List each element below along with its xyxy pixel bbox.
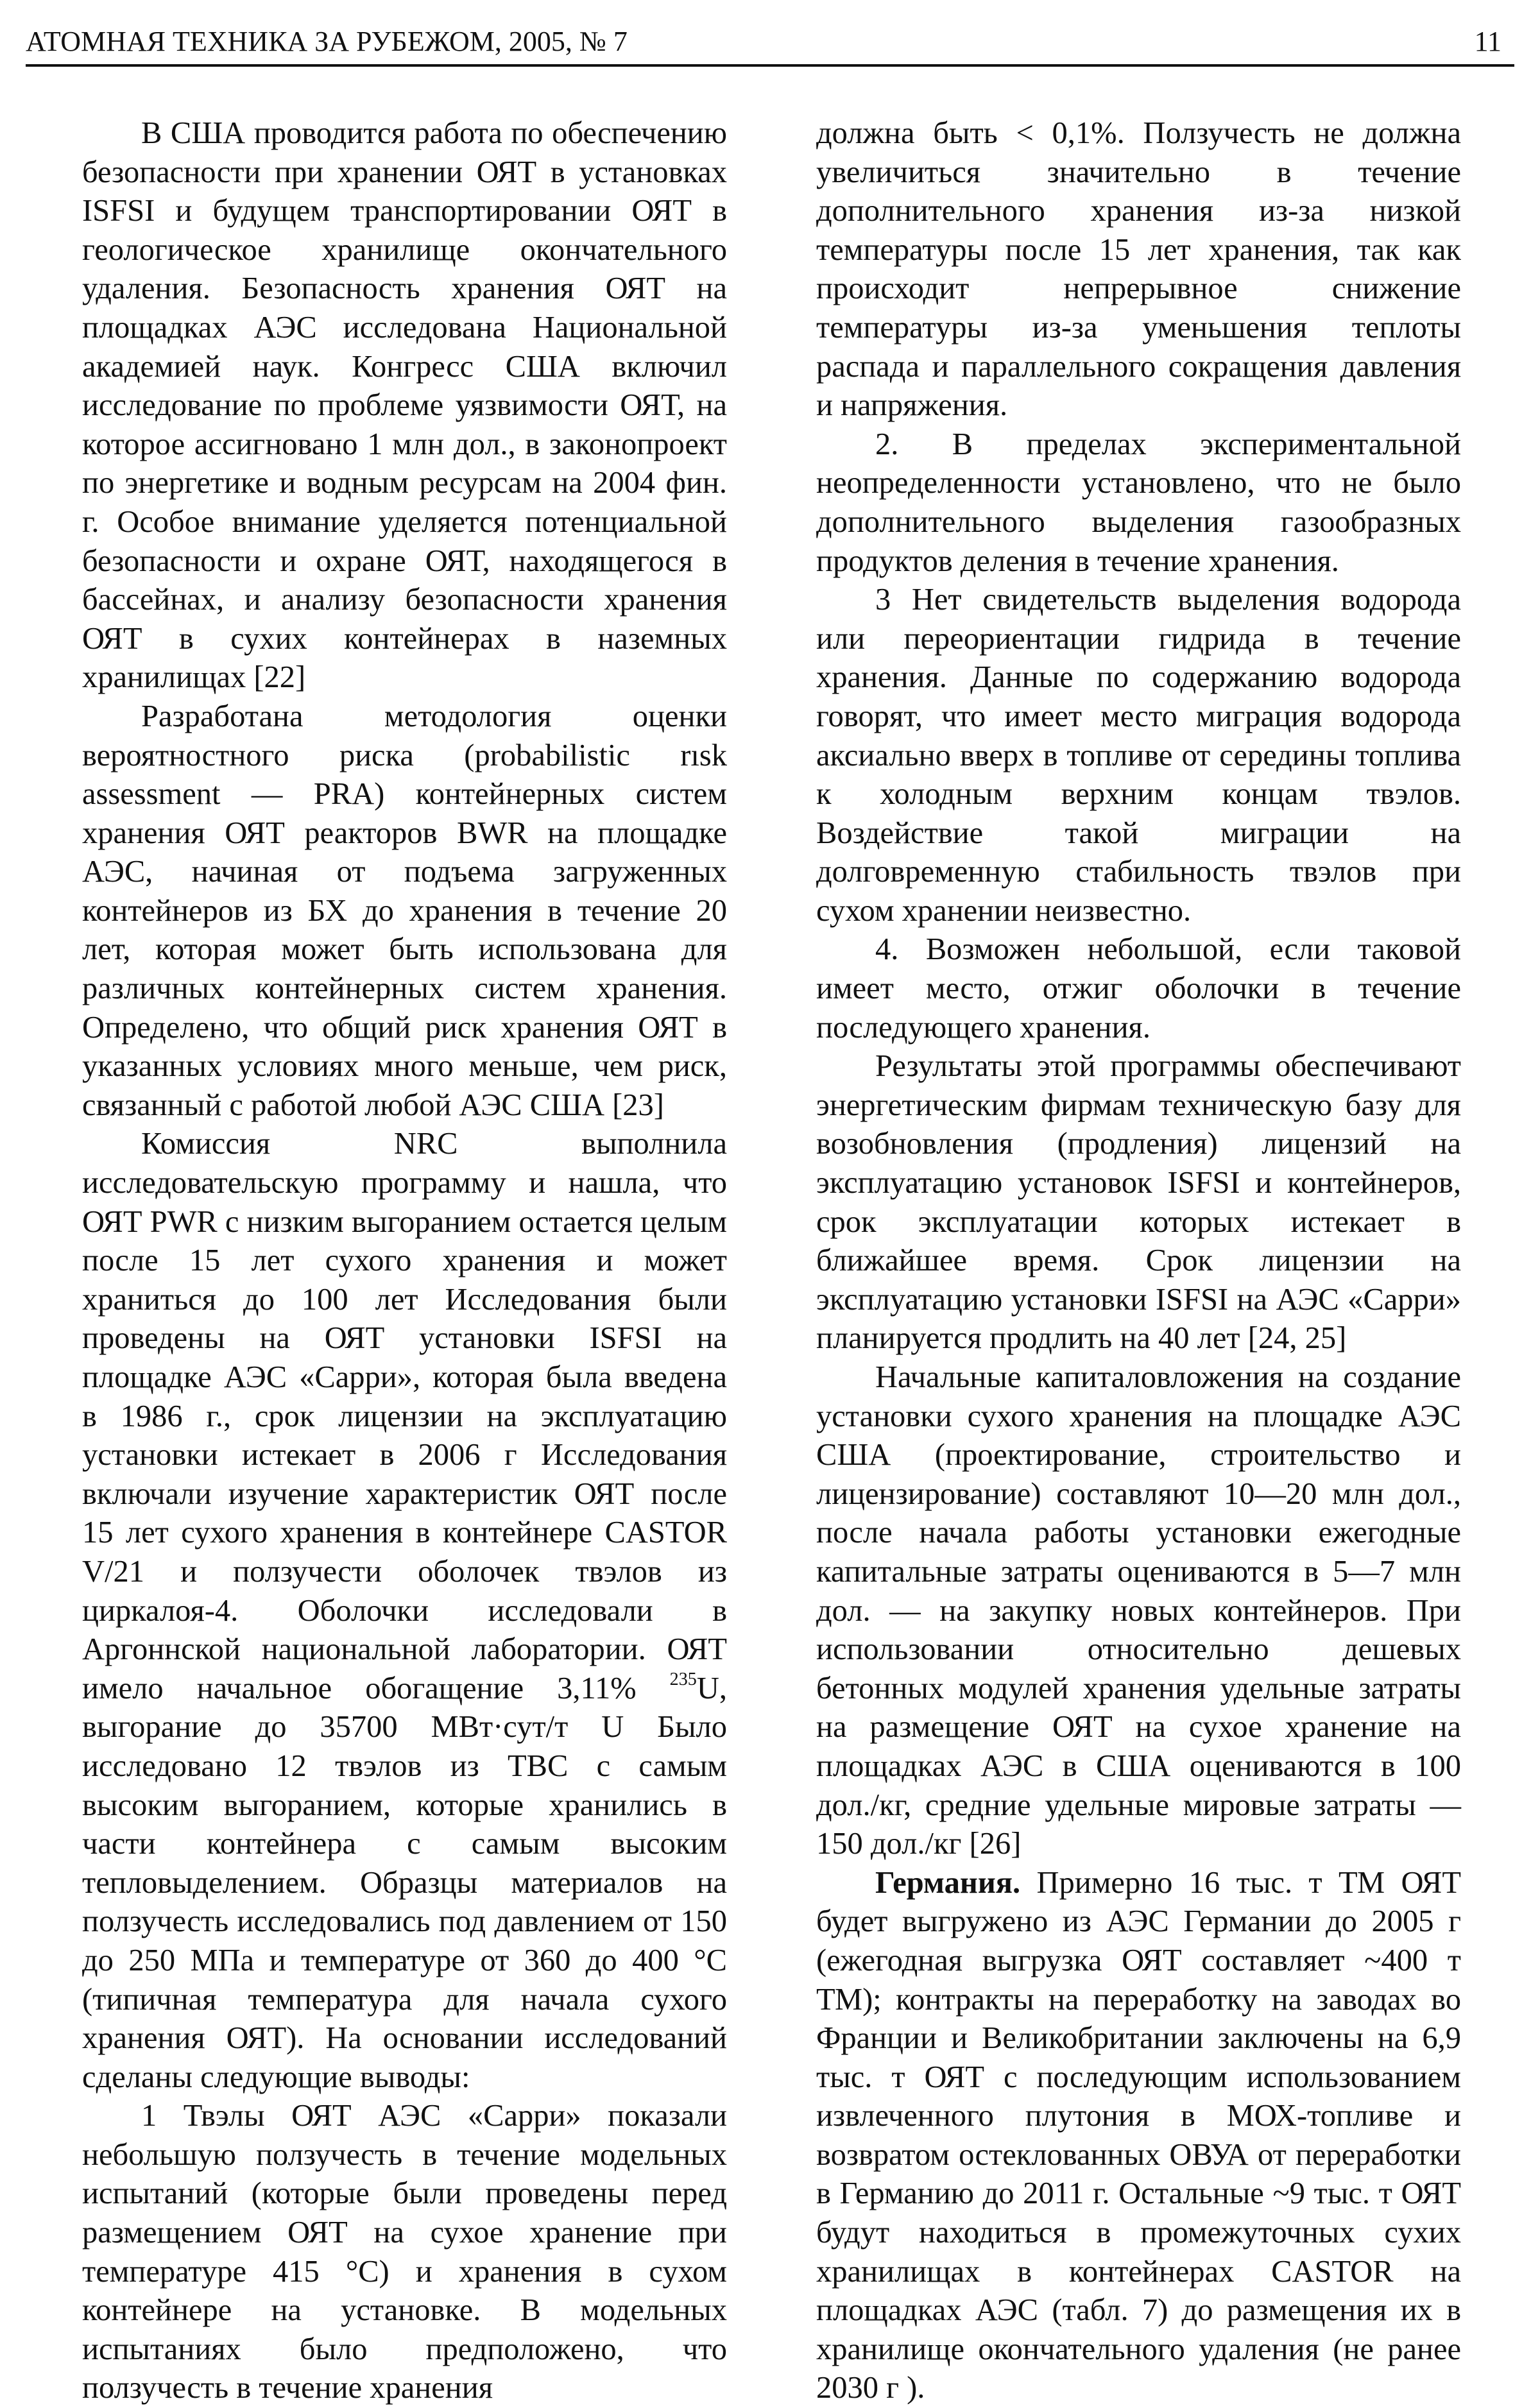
running-header: [26, 19, 1514, 67]
paragraph-nrc-research: [82, 1125, 727, 2097]
nrc-text-part2: U, выгорание до 35700 МВт·сут/т U Было исследовано 12 твэлов из ТВС с самым высоким выгоранием, которые хранились в части контейнера с самым высоким тепловыделением. Образцы материалов на ползучесть исследовались под давлением от 150 до 250 МПа и температуре от 360 до 400 °С (типичная температура для начала сухого хранения ОЯТ). На основании исследований сделаны следующие выводы:: [82, 1671, 727, 2094]
paragraph-pra-methodology: Разработана методология оценки вероятностного риска (probabilistic rısk assessment — PRA) контейнерных систем хранения ОЯТ реакторов BWR на площадке АЭС, начиная от подъема загруженных контейнеров из БХ до хранения в течение 20 лет, которая может быть использована для различных контейнерных систем хранения. Определено, что общий риск хранения ОЯТ в указанных условиях много меньше, чем риск, связанный с работой любой АЭС США [23]: [82, 699, 727, 1122]
paragraph-capital-costs: Начальные капиталовложения на создание установки сухого хранения на площадке АЭС США (проектирование, строительство и лицензирование) составляют 10—20 млн дол., после начала работы установки ежегодные капитальные затраты оцениваются в 5—7 млн дол. — на закупку новых контейнеров. При использовании относительно дешевых бетонных модулей хранения удельные затраты на размещение ОЯТ на сухое хранение на площадках АЭС в США оцениваются в 100 дол./кг, средние удельные мировые затраты — 150 дол./кг [26]: [816, 1360, 1461, 1861]
left-column: [82, 114, 727, 2408]
isotope-superscript: 235: [669, 1669, 697, 1689]
paragraph-conclusion-1: 1 Твэлы ОЯТ АЭС «Сарри» показали небольшую ползучесть в течение модельных испытаний (которые были проведены перед размещением ОЯТ на сухое хранение при температуре 415 °С) и хранения в сухом контейнере на установке. В модельных испытаниях было предположено, что ползучесть в течение хранения: [82, 2099, 727, 2405]
nrc-text-part1: Комиссия NRC выполнила исследовательскую программу и нашла, что ОЯТ PWR с низким выгоранием остается целым после 15 лет сухого хранения и может храниться до 100 лет Исследования были проведены на ОЯТ установки ISFSI на площадке АЭС «Сарри», которая была введена в 1986 г., срок лицензии на эксплуатацию установки истекает в 2006 г Исследования включали изучение характеристик ОЯТ после 15 лет сухого хранения в контейнере CASTOR V/21 и ползучести оболочек твэлов из циркалоя-4. Оболочки исследовали в Аргоннской национальной лаборатории. ОЯТ имело начальное обогащение 3,11%: [82, 1127, 727, 1705]
paragraph-usa-safety: В США проводится работа по обеспечению безопасности при хранении ОЯТ в установках ISFSI и будущем транспортировании ОЯТ в геологическое хранилище окончательного удаления. Безопасность хранения ОЯТ на площадках АЭС исследована Национальной академией наук. Конгресс США включил исследование по проблеме уязвимости ОЯТ, на которое ассигновано 1 млн дол., в законопроект по энергетике и водным ресурсам на 2004 фин. г. Особое внимание уделяется потенциальной безопасности и охране ОЯТ, находящегося в бассейнах, и анализу безопасности хранения ОЯТ в сухих контейнерах в наземных хранилищах [22]: [82, 116, 727, 695]
paragraph-conclusion-3: 3 Нет свидетельств выделения водорода или переориентации гидрида в течение хранения. Данные по содержанию водорода говорят, что имеет место миграция водорода аксиально вверх в топливе от середины топлива к холодным верхним концам твэлов. Воздействие такой миграции на долговременную стабильность твэлов при сухом хранении неизвестно.: [816, 583, 1461, 928]
paragraph-conclusion-4: 4. Возможен небольшой, если таковой имеет место, отжиг оболочки в течение последующего хранения.: [816, 932, 1461, 1045]
journal-title: АТОМНАЯ ТЕХНИКА ЗА РУБЕЖОМ, 2005, № 7: [26, 26, 628, 57]
paragraph-conclusion-2: 2. В пределах экспериментальной неопределенности установлено, что не было дополнительного выделения газообразных продуктов деления в течение хранения.: [816, 427, 1461, 578]
germany-text: Примерно 16 тыс. т ТМ ОЯТ будет выгружено из АЭС Германии до 2005 г (ежегодная выгрузка ОЯТ составляет ~400 т ТМ); контракты на переработку на заводах во Франции и Великобритании заключены на 6,9 тыс. т ОЯТ с последующим использованием извлеченного плутония в МОХ-топливе и возвратом остеклованных ОВУА от переработки в Германию до 2011 г. Остальные ~9 тыс. т ОЯТ будут находиться в промежуточных сухих хранилищах в контейнерах CASTOR на площадках АЭС (табл. 7) до размещения их в хранилище окончательного удаления (не ранее 2030 г ).: [816, 1865, 1461, 2405]
right-column: [816, 114, 1461, 2408]
paragraph-germany: [816, 1864, 1461, 2408]
paragraph-conclusion-1-continued: должна быть < 0,1%. Ползучесть не должна увеличиться значительно в течение дополнительного хранения из-за низкой температуры после 15 лет хранения, так как происходит непрерывное снижение температуры из-за уменьшения теплоты распада и параллельного сокращения давления и напряжения.: [816, 116, 1461, 423]
paragraph-program-results: Результаты этой программы обеспечивают энергетическим фирмам техническую базу для возобновления (продления) лицензий на эксплуатацию установок ISFSI и контейнеров, срок эксплуатации которых истекает в ближайшее время. Срок лицензии на эксплуатацию установки ISFSI на АЭС «Сарри» планируется продлить на 40 лет [24, 25]: [816, 1049, 1461, 1356]
section-heading-germany: Германия.: [875, 1865, 1021, 1900]
page-number: 11: [1474, 26, 1502, 57]
